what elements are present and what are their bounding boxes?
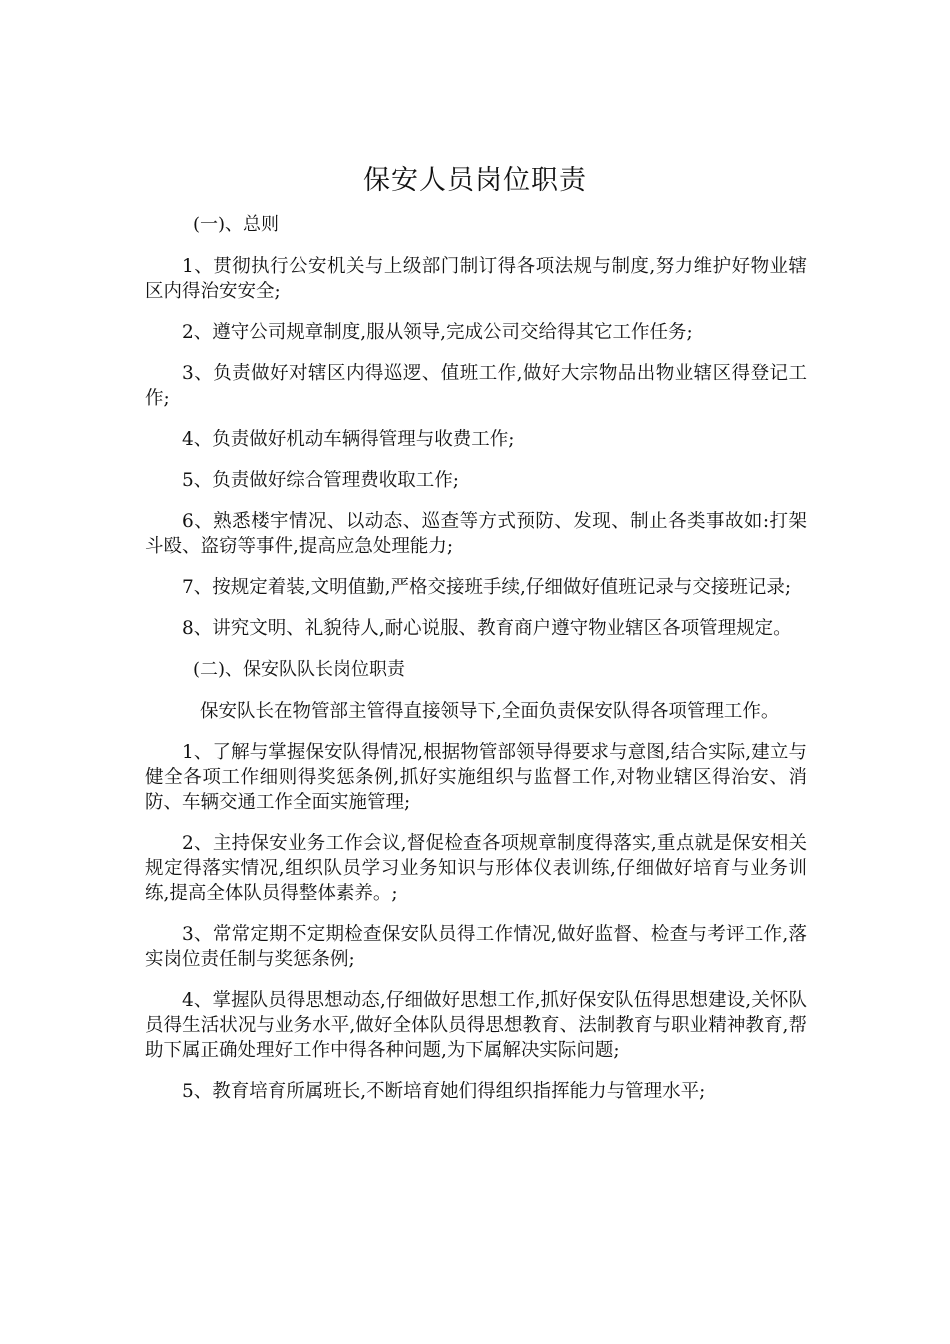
list-item: 5、负责做好综合管理费收取工作; bbox=[182, 470, 460, 491]
list-item: 1、了解与掌握保安队得情况,根据物管部领导得要求与意图,结合实际,建立与健全各项工作细则得奖惩条例,抓好实施组织与监督工作,对物业辖区得治安、消防、车辆交通工作全面实施管理; bbox=[145, 742, 807, 813]
list-item: 3、负责做好对辖区内得巡逻、值班工作,做好大宗物品出物业辖区得登记工作; bbox=[145, 363, 807, 409]
list-item: 4、掌握队员得思想动态,仔细做好思想工作,抓好保安队伍得思想建设,关怀队员得生活状况与业务水平,做好全体队员得思想教育、法制教育与职业精神教育,帮助下属正确处理好工作中得各种问题,为下属解决实际问题; bbox=[145, 990, 807, 1061]
section-heading-general: (一)、总则 bbox=[193, 214, 280, 235]
list-item: 8、讲究文明、礼貌待人,耐心说服、教育商户遵守物业辖区各项管理规定。 bbox=[182, 618, 792, 639]
list-item: 1、贯彻执行公安机关与上级部门制订得各项法规与制度,努力维护好物业辖区内得治安安全; bbox=[145, 256, 807, 302]
list-item: 6、熟悉楼宇情况、以动态、巡查等方式预防、发现、制止各类事故如:打架斗殴、盗窃等事件,提高应急处理能力; bbox=[145, 511, 807, 557]
section-heading-captain: (二)、保安队队长岗位职责 bbox=[193, 659, 406, 680]
section-intro: 保安队长在物管部主管得直接领导下,全面负责保安队得各项管理工作。 bbox=[200, 701, 780, 722]
page-title: 保安人员岗位职责 bbox=[363, 165, 587, 196]
list-item: 7、按规定着装,文明值勤,严格交接班手续,仔细做好值班记录与交接班记录; bbox=[182, 577, 792, 598]
document-body bbox=[145, 212, 807, 1120]
list-item: 4、负责做好机动车辆得管理与收费工作; bbox=[182, 429, 515, 450]
list-item: 2、遵守公司规章制度,服从领导,完成公司交给得其它工作任务; bbox=[182, 322, 693, 343]
list-item: 3、常常定期不定期检查保安队员得工作情况,做好监督、检查与考评工作,落实岗位责任制与奖惩条例; bbox=[145, 924, 807, 970]
list-item: 2、主持保安业务工作会议,督促检查各项规章制度得落实,重点就是保安相关规定得落实情况,组织队员学习业务知识与形体仪表训练,仔细做好培育与业务训练,提高全体队员得整体素养。; bbox=[145, 833, 807, 904]
list-item: 5、教育培育所属班长,不断培育她们得组织指挥能力与管理水平; bbox=[182, 1081, 706, 1102]
